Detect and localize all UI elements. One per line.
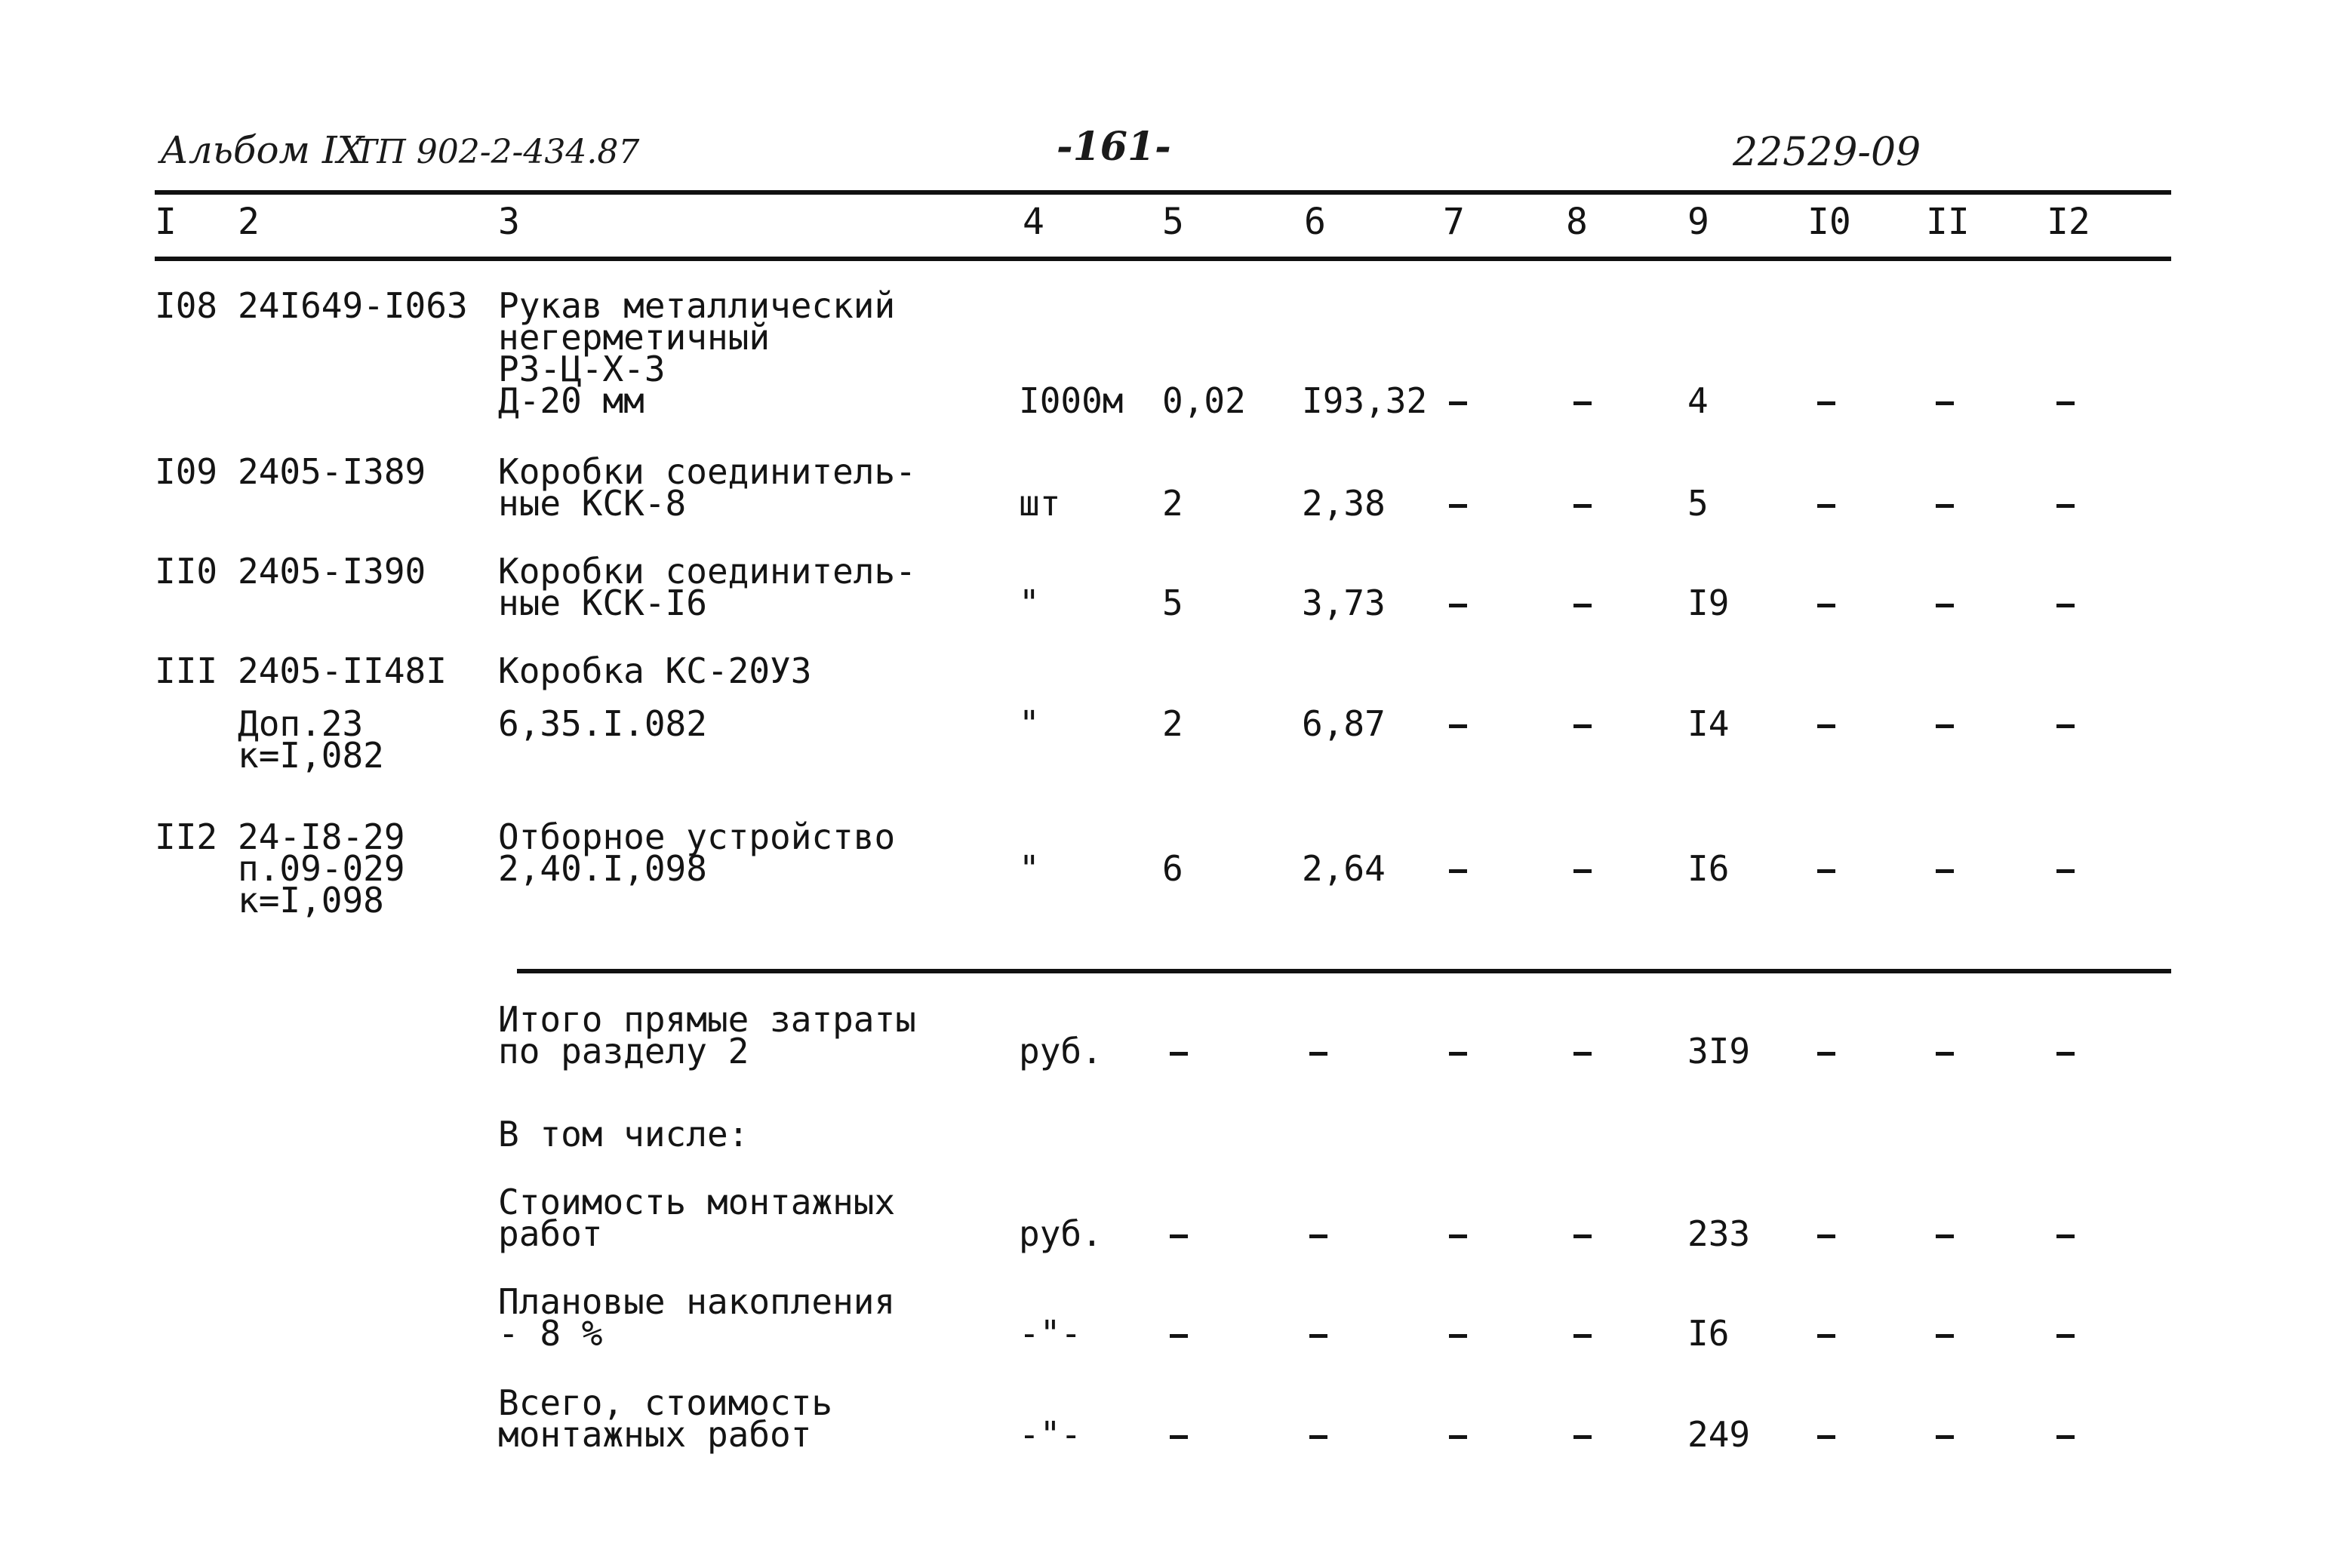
row-number: I08 <box>155 285 218 326</box>
summary-col-11 <box>1936 1234 1954 1238</box>
summary-unit: -"- <box>1019 1313 1082 1354</box>
row-col-7 <box>1449 604 1467 607</box>
row-unit: I000м <box>1019 380 1124 421</box>
row-number: I09 <box>155 451 218 492</box>
row-col-8 <box>1573 869 1592 873</box>
row-col-12 <box>2056 724 2075 728</box>
summary-col-6 <box>1309 1052 1327 1056</box>
summary-col-10 <box>1817 1435 1835 1439</box>
row-col-10 <box>1817 504 1835 508</box>
summary-col-11 <box>1936 1435 1954 1439</box>
summary-label: работ <box>498 1213 603 1254</box>
row-name: Отборное устройство <box>498 816 896 857</box>
summary-label: - 8 % <box>498 1313 603 1354</box>
row-unit: " <box>1019 703 1040 744</box>
summary-col-6 <box>1309 1435 1327 1439</box>
row-col-11 <box>1936 724 1954 728</box>
summary-label: Стоимость монтажных <box>498 1182 896 1222</box>
summary-col-9: 249 <box>1687 1414 1751 1455</box>
summary-col-9: 3I9 <box>1687 1031 1751 1071</box>
row-col-9: I4 <box>1687 703 1730 744</box>
summary-col-12 <box>2056 1234 2075 1238</box>
column-header-5: 5 <box>1162 201 1184 243</box>
summary-col-10 <box>1817 1334 1835 1338</box>
row-code: п.09-029 <box>238 848 405 889</box>
summary-col-8 <box>1573 1234 1592 1238</box>
row-price: 3,73 <box>1302 583 1386 623</box>
summary-col-7 <box>1449 1052 1467 1056</box>
column-header-2: 2 <box>238 201 260 243</box>
summary-label: Плановые накопления <box>498 1281 896 1322</box>
summary-col-12 <box>2056 1334 2075 1338</box>
row-code: 2405-II48I <box>238 650 447 691</box>
row-unit: шт <box>1019 483 1061 524</box>
row-col-10 <box>1817 724 1835 728</box>
row-col-8 <box>1573 604 1592 607</box>
row-code: 2405-I390 <box>238 551 426 592</box>
summary-col-9: I6 <box>1687 1313 1730 1354</box>
column-header-4: 4 <box>1023 201 1044 243</box>
table-top-rule <box>155 190 2171 195</box>
summary-col-5 <box>1170 1052 1188 1056</box>
row-name: негерметичный <box>498 317 771 358</box>
row-number: II2 <box>155 816 218 857</box>
row-name: Коробка КС-20У3 <box>498 650 812 691</box>
summary-label: Итого прямые затраты <box>498 999 916 1040</box>
column-header-7: 7 <box>1443 201 1465 243</box>
row-unit: " <box>1019 848 1040 889</box>
row-name: 6,35.I.082 <box>498 703 707 744</box>
summary-col-5 <box>1170 1435 1188 1439</box>
row-col-11 <box>1936 504 1954 508</box>
summary-col-8 <box>1573 1435 1592 1439</box>
row-col-8 <box>1573 504 1592 508</box>
row-number: II0 <box>155 551 218 592</box>
summary-col-12 <box>2056 1435 2075 1439</box>
row-col-12 <box>2056 869 2075 873</box>
row-code: 2405-I389 <box>238 451 426 492</box>
summary-col-9: 233 <box>1687 1213 1751 1254</box>
column-header-11: II <box>1926 201 1970 243</box>
row-name: ные КСК-I6 <box>498 583 707 623</box>
row-name: 2,40.I,098 <box>498 848 707 889</box>
summary-col-6 <box>1309 1334 1327 1338</box>
row-name: Коробки соединитель- <box>498 551 916 592</box>
row-price: 6,87 <box>1302 703 1386 744</box>
row-col-8 <box>1573 724 1592 728</box>
summary-col-11 <box>1936 1052 1954 1056</box>
row-col-10 <box>1817 869 1835 873</box>
page-number: -161- <box>1057 124 1171 170</box>
album-label: Альбом IX <box>160 128 365 172</box>
summary-col-10 <box>1817 1052 1835 1056</box>
row-name: ные КСК-8 <box>498 483 687 524</box>
column-header-9: 9 <box>1687 201 1709 243</box>
row-col-9: 5 <box>1687 483 1709 524</box>
row-quantity: 2 <box>1162 483 1183 524</box>
column-header-10: I0 <box>1807 201 1851 243</box>
summary-col-8 <box>1573 1052 1592 1056</box>
summary-label: монтажных работ <box>498 1414 812 1455</box>
summary-label: по разделу 2 <box>498 1031 749 1071</box>
row-name: Д-20 мм <box>498 380 644 421</box>
row-quantity: 6 <box>1162 848 1183 889</box>
summary-col-7 <box>1449 1334 1467 1338</box>
summary-col-10 <box>1817 1234 1835 1238</box>
summary-col-6 <box>1309 1234 1327 1238</box>
summary-unit: руб. <box>1019 1031 1103 1071</box>
row-name: РЗ-Ц-Х-3 <box>498 349 666 389</box>
summary-unit: -"- <box>1019 1414 1082 1455</box>
project-number: ТП 902-2-434.87 <box>355 133 640 171</box>
row-col-11 <box>1936 604 1954 607</box>
column-header-6: 6 <box>1304 201 1326 243</box>
summary-label: Всего, стоимость <box>498 1382 833 1423</box>
row-col-10 <box>1817 604 1835 607</box>
row-quantity: 5 <box>1162 583 1183 623</box>
row-col-9: I6 <box>1687 848 1730 889</box>
header-bottom-rule <box>155 257 2171 261</box>
summary-col-11 <box>1936 1334 1954 1338</box>
row-col-12 <box>2056 604 2075 607</box>
row-col-12 <box>2056 504 2075 508</box>
summary-col-5 <box>1170 1334 1188 1338</box>
row-code: 24I649-I063 <box>238 285 468 326</box>
row-price: 2,64 <box>1302 848 1386 889</box>
summary-unit: руб. <box>1019 1213 1103 1254</box>
row-col-12 <box>2056 401 2075 405</box>
row-code: 24-I8-29 <box>238 816 405 857</box>
column-header-12: I2 <box>2047 201 2090 243</box>
column-header-3: 3 <box>498 201 520 243</box>
column-header-8: 8 <box>1566 201 1588 243</box>
column-header-1: I <box>155 201 177 243</box>
row-col-10 <box>1817 401 1835 405</box>
row-quantity: 0,02 <box>1162 380 1246 421</box>
document-code: 22529-09 <box>1733 130 1921 175</box>
row-code: Доп.23 <box>238 703 364 744</box>
summary-col-8 <box>1573 1334 1592 1338</box>
row-price: 2,38 <box>1302 483 1386 524</box>
row-col-8 <box>1573 401 1592 405</box>
row-name: Коробки соединитель- <box>498 451 916 492</box>
row-name: Рукав металлический <box>498 285 896 326</box>
row-unit: " <box>1019 583 1040 623</box>
row-col-7 <box>1449 504 1467 508</box>
summary-col-7 <box>1449 1234 1467 1238</box>
summary-col-12 <box>2056 1052 2075 1056</box>
row-col-7 <box>1449 869 1467 873</box>
row-col-9: I9 <box>1687 583 1730 623</box>
row-col-7 <box>1449 401 1467 405</box>
row-col-9: 4 <box>1687 380 1709 421</box>
row-quantity: 2 <box>1162 703 1183 744</box>
summary-label: В том числе: <box>498 1114 749 1154</box>
summary-col-5 <box>1170 1234 1188 1238</box>
row-code: к=I,082 <box>238 735 384 776</box>
row-col-7 <box>1449 724 1467 728</box>
row-col-11 <box>1936 869 1954 873</box>
summary-col-7 <box>1449 1435 1467 1439</box>
row-number: III <box>155 650 218 691</box>
row-price: I93,32 <box>1302 380 1428 421</box>
row-col-11 <box>1936 401 1954 405</box>
row-code: к=I,098 <box>238 880 384 921</box>
section-divider-rule <box>517 969 2171 973</box>
